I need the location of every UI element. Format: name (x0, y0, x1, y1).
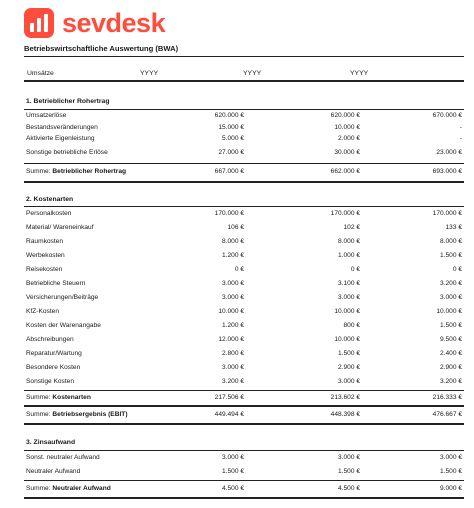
table-row: Besondere Kosten 3.000 € 2.900 € 2.900 € (26, 364, 462, 371)
section-divider (24, 450, 464, 451)
document-title: Betriebswirtschaftliche Auswertung (BWA) (24, 44, 179, 53)
year-col-2: YYYY (243, 70, 262, 77)
table-row: Neutraler Aufwand 1.500 € 1.500 € 1.500 € (26, 468, 462, 475)
table-row: Bestandsveränderungen 15.000 € 10.000 € - (26, 124, 462, 131)
sum-divider (24, 390, 464, 391)
sevdesk-logo (24, 6, 165, 40)
year-col-3: YYYY (350, 70, 369, 77)
table-row: Betriebliche Steuern 3.000 € 3.100 € 3.200 € (26, 280, 462, 287)
table-row: Sonstige betriebliche Erlöse 27.000 € 30.000 € 23.000 € (26, 149, 462, 156)
sum-row: Summe: Betrieblicher Rohertrag 667.000 € 662.000 € 693.000 € (26, 168, 462, 175)
table-row: Sonst. neutraler Aufwand 3.000 € 3.000 € 3.000 € (26, 454, 462, 461)
table-row: Personalkosten 170.000 € 170.000 € 170.000 € (26, 210, 462, 217)
table-row: Reparatur/Wartung 2.800 € 1.500 € 2.400 € (26, 350, 462, 357)
table-row: Aktivierte Eigenleistung 5.000 € 2.000 € - (26, 135, 462, 142)
table-row: Werbekosten 1.200 € 1.000 € 1.500 € (26, 252, 462, 259)
header-label: Umsätze (27, 70, 54, 77)
sum-row: Summe: Neutraler Aufwand 4.500 € 4.500 € 9.000 € (26, 485, 462, 492)
section-title: 3. Zinsaufwand (26, 439, 76, 446)
ebit-row: Summe: Betriebsergebnis (EBIT) 449.494 € 448.398 € 476.667 € (26, 411, 462, 418)
section-title: 2. Kostenarten (26, 196, 74, 203)
table-row: KfZ-Kosten 10.000 € 10.000 € 10.000 € (26, 308, 462, 315)
table-row: Reisekosten 0 € 0 € 0 € (26, 266, 462, 273)
section-divider (24, 206, 464, 207)
table-end-divider (24, 497, 464, 499)
section-title: 1. Betrieblicher Rohertrag (26, 98, 110, 105)
sum-divider (24, 163, 464, 164)
sum-row: Summe: Kostenarten 217.506 € 213.602 € 216.333 € (26, 394, 462, 401)
table-row: Umsatzerlöse 620.000 € 620.000 € 670.000 € (26, 112, 462, 119)
table-row: Versicherungen/Beiträge 3.000 € 3.000 € 3.000 € (26, 294, 462, 301)
table-row: Kosten der Warenangabe 1.200 € 800 € 1.500 € (26, 322, 462, 329)
table-row: Abschreibungen 12.000 € 10.000 € 9.500 € (26, 336, 462, 343)
header-divider (24, 80, 464, 82)
table-row: Raumkosten 8.000 € 8.000 € 8.000 € (26, 238, 462, 245)
section-end-divider (24, 181, 464, 183)
table-row: Sonstige Kosten 3.200 € 3.000 € 3.200 € (26, 378, 462, 385)
bar-chart-logo-icon (24, 8, 54, 38)
year-col-1: YYYY (140, 70, 159, 77)
section-end-divider (24, 423, 464, 425)
sum-divider (24, 405, 464, 407)
brand-name: sevdesk (62, 8, 166, 38)
sum-divider (24, 480, 464, 481)
table-row: Material/ Wareneinkauf 106 € 102 € 133 € (26, 224, 462, 231)
title-divider (24, 56, 464, 57)
